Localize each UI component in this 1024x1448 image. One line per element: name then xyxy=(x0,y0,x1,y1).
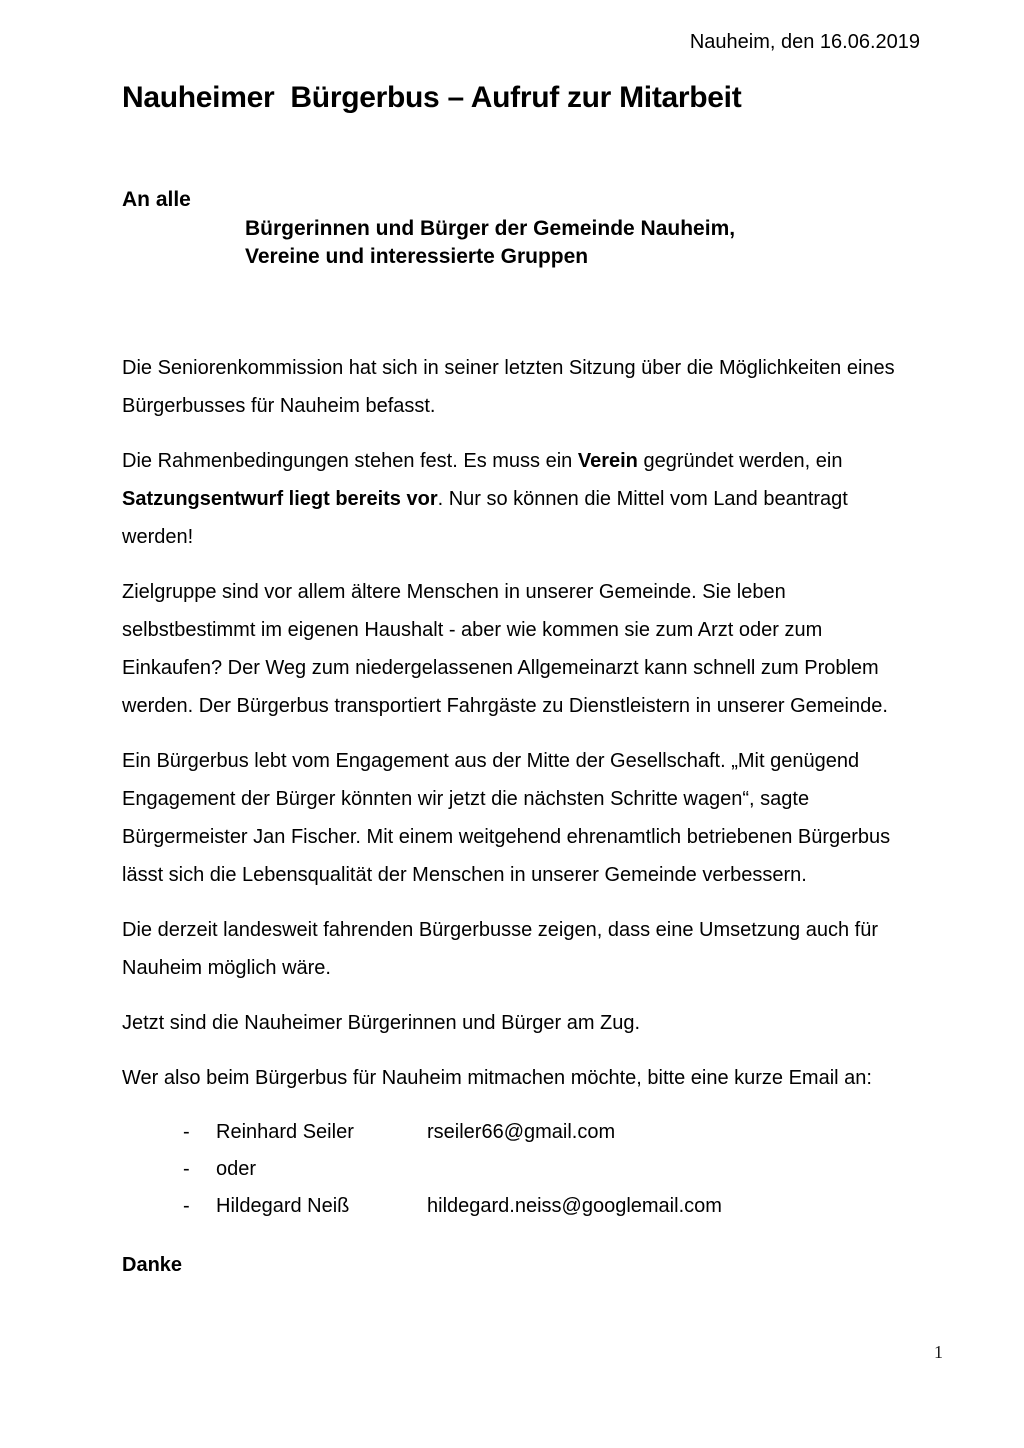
page-number: 1 xyxy=(934,1342,943,1362)
date-line: Nauheim, den 16.06.2019 xyxy=(689,31,920,53)
paragraph-rahmenbedingungen xyxy=(122,442,920,556)
paragraph-engagement: Ein Bürgerbus lebt vom Engagement aus der Mitte der Gesellschaft. „Mit genügend Engagement der Bürger könnten wir jetzt die nächsten Schritte wagen“, sagte Bürgermeister Jan Fischer. Mit einem weitgehend ehrenamtlich betriebenen Bürgerbus lässt sich die Lebensqualität der Menschen in unserer Gemeinde verbessern. xyxy=(122,750,891,886)
contact-name: Reinhard Seiler xyxy=(216,1121,354,1143)
contact-row-oder xyxy=(183,1151,920,1188)
paragraph-seniorenkommission: Die Seniorenkommission hat sich in seiner letzten Sitzung über die Möglichkeiten eines Bürgerbusses für Nauheim befasst. xyxy=(122,357,895,417)
recipient-lines xyxy=(245,215,920,271)
body-text xyxy=(122,349,920,1097)
contact-name: oder xyxy=(216,1158,257,1180)
paragraph-mitmachen-aufruf: Wer also beim Bürgerbus für Nauheim mitmachen möchte, bitte eine kurze Email an: xyxy=(122,1067,872,1089)
paragraph-segment-bold-satzungsentwurf: Satzungsentwurf liegt bereits vor xyxy=(122,488,438,510)
salutation-label: An alle xyxy=(122,188,191,211)
paragraph-segment: Die Rahmenbedingungen stehen fest. Es muss ein xyxy=(122,450,578,472)
paragraph-segment: . Nur so können die Mittel vom Land beantragt werden! xyxy=(122,488,848,548)
contact-email: hildegard.neiss@googlemail.com xyxy=(427,1195,722,1217)
paragraph-segment: gegründet werden, ein xyxy=(637,450,843,472)
recipient-line-1: Bürgerinnen und Bürger der Gemeinde Nauheim, xyxy=(245,217,736,240)
paragraph-am-zug: Jetzt sind die Nauheimer Bürgerinnen und Bürger am Zug. xyxy=(122,1012,641,1034)
contact-row-reinhard-seiler xyxy=(183,1114,920,1151)
dash-bullet: - xyxy=(183,1121,190,1143)
dash-bullet: - xyxy=(183,1158,190,1180)
recipient-line-2: Vereine und interessierte Gruppen xyxy=(245,245,589,268)
closing-danke: Danke xyxy=(122,1254,183,1276)
contact-email: rseiler66@gmail.com xyxy=(427,1121,616,1143)
contact-list xyxy=(122,1114,920,1225)
salutation-block xyxy=(122,186,920,271)
paragraph-zielgruppe: Zielgruppe sind vor allem ältere Menschen in unserer Gemeinde. Sie leben selbstbestimmt im eigenen Haushalt - aber wie kommen sie zum Arzt oder zum Einkaufen? Der Weg zum niedergelassenen Allgemeinarzt kann schnell zum Problem werden. Der Bürgerbus transportiert Fahrgäste zu Dienstleistern in unserer Gemeinde. xyxy=(122,581,888,717)
contact-name: Hildegard Neiß xyxy=(216,1195,350,1217)
paragraph-segment-bold-verein: Verein xyxy=(577,450,638,472)
contact-row-hildegard-neiss xyxy=(183,1188,920,1225)
dash-bullet: - xyxy=(183,1195,190,1217)
paragraph-landesweit: Die derzeit landesweit fahrenden Bürgerbusse zeigen, dass eine Umsetzung auch für Nauheim möglich wäre. xyxy=(122,919,878,979)
document-title: Nauheimer Bürgerbus – Aufruf zur Mitarbeit xyxy=(122,81,742,114)
